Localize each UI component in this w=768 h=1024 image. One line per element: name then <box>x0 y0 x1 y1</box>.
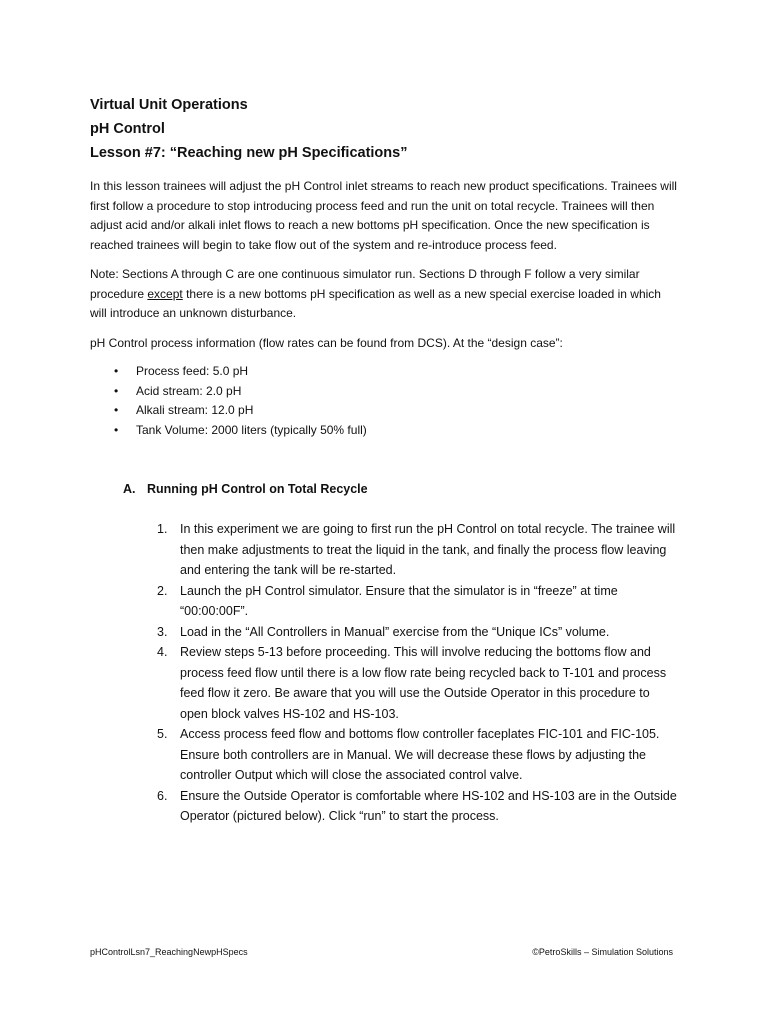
section-letter: A. <box>123 482 136 496</box>
list-item <box>114 421 678 441</box>
section-a-heading <box>123 479 678 499</box>
footer-copyright: ©PetroSkills – Simulation Solutions <box>532 947 673 957</box>
step-number: 2. <box>157 583 168 598</box>
step-number: 5. <box>157 727 168 741</box>
step-item <box>157 724 678 786</box>
step-item <box>157 581 678 622</box>
list-item-text: Alkali stream: 12.0 pH <box>136 403 254 417</box>
list-item <box>114 382 678 402</box>
step-item <box>157 622 678 643</box>
list-item <box>114 362 678 382</box>
step-text: Ensure the Outside Operator is comfortable where HS-102 and HS-103 are in the Outside Operator (pictured below). Click “run” to start the process. <box>180 788 677 823</box>
footer-filename: pHControlLsn7_ReachingNewpHSpecs <box>90 947 248 957</box>
step-number: 4. <box>157 645 168 659</box>
process-info-paragraph: pH Control process information (flow rates can be found from DCS). At the “design case”: <box>90 335 563 350</box>
bullet-icon: • <box>114 383 119 398</box>
procedure-steps <box>90 519 678 827</box>
doc-title-lesson: Lesson #7: “Reaching new pH Specifications” <box>90 145 408 161</box>
step-number: 3. <box>157 624 168 639</box>
bullet-icon: • <box>114 364 119 378</box>
step-number: 1. <box>157 522 168 536</box>
list-item-text: Process feed: 5.0 pH <box>136 364 249 378</box>
note-text-after: there is a new bottoms pH specification as well as a new special exercise loaded in which will introduce an unknown disturbance. <box>90 286 661 320</box>
step-item <box>157 786 678 827</box>
step-item <box>157 519 678 581</box>
step-text: Launch the pH Control simulator. Ensure that the simulator is in “freeze” at time “00:00:00F”. <box>180 583 618 618</box>
design-case-list <box>90 362 678 440</box>
note-text-underlined: except <box>147 286 183 301</box>
doc-title-line1: Virtual Unit Operations <box>90 97 248 113</box>
note-paragraph <box>90 265 678 324</box>
step-text: In this experiment we are going to first run the pH Control on total recycle. The trainee will then make adjustments to treat the liquid in the tank, and finally the process flow leaving and entering the tank will be re-started. <box>180 522 676 577</box>
document-body <box>90 93 678 827</box>
bullet-icon: • <box>114 422 119 437</box>
intro-paragraph: In this lesson trainees will adjust the pH Control inlet streams to reach new product specifications. Trainees will first follow a procedure to stop introducing process feed and run the unit on total recycle. Trainees will then adjust acid and/or alkali inlet flows to reach a new bottoms pH specification. Once the new specification is reached trainees will begin to take flow out of the system and re-introduce process feed. <box>90 179 677 252</box>
list-item-text: Tank Volume: 2000 liters (typically 50% full) <box>136 422 367 437</box>
list-item-text: Acid stream: 2.0 pH <box>136 383 242 398</box>
note-text-before: Note: Sections A through C are one continuous simulator run. Sections D through F follow a very similar procedure <box>90 267 640 301</box>
step-text: Review steps 5-13 before proceeding. This will involve reducing the bottoms flow and process feed flow until there is a low flow rate being recycled back to T-101 and process feed flow it zero. Be aware that you will use the Outside Operator in this procedure to open block valves HS-102 and HS-103. <box>180 645 667 721</box>
step-number: 6. <box>157 788 168 803</box>
section-title: Running pH Control on Total Recycle <box>147 482 368 496</box>
doc-title-line2: pH Control <box>90 121 165 137</box>
step-text: Load in the “All Controllers in Manual” exercise from the “Unique ICs” volume. <box>180 624 610 639</box>
list-item <box>114 401 678 421</box>
bullet-icon: • <box>114 403 119 417</box>
step-item <box>157 642 678 724</box>
step-text: Access process feed flow and bottoms flow controller faceplates FIC-101 and FIC-105. Ensure both controllers are in Manual. We will decrease these flows by adjusting the controller Output which will close the associated control valve. <box>180 727 660 782</box>
